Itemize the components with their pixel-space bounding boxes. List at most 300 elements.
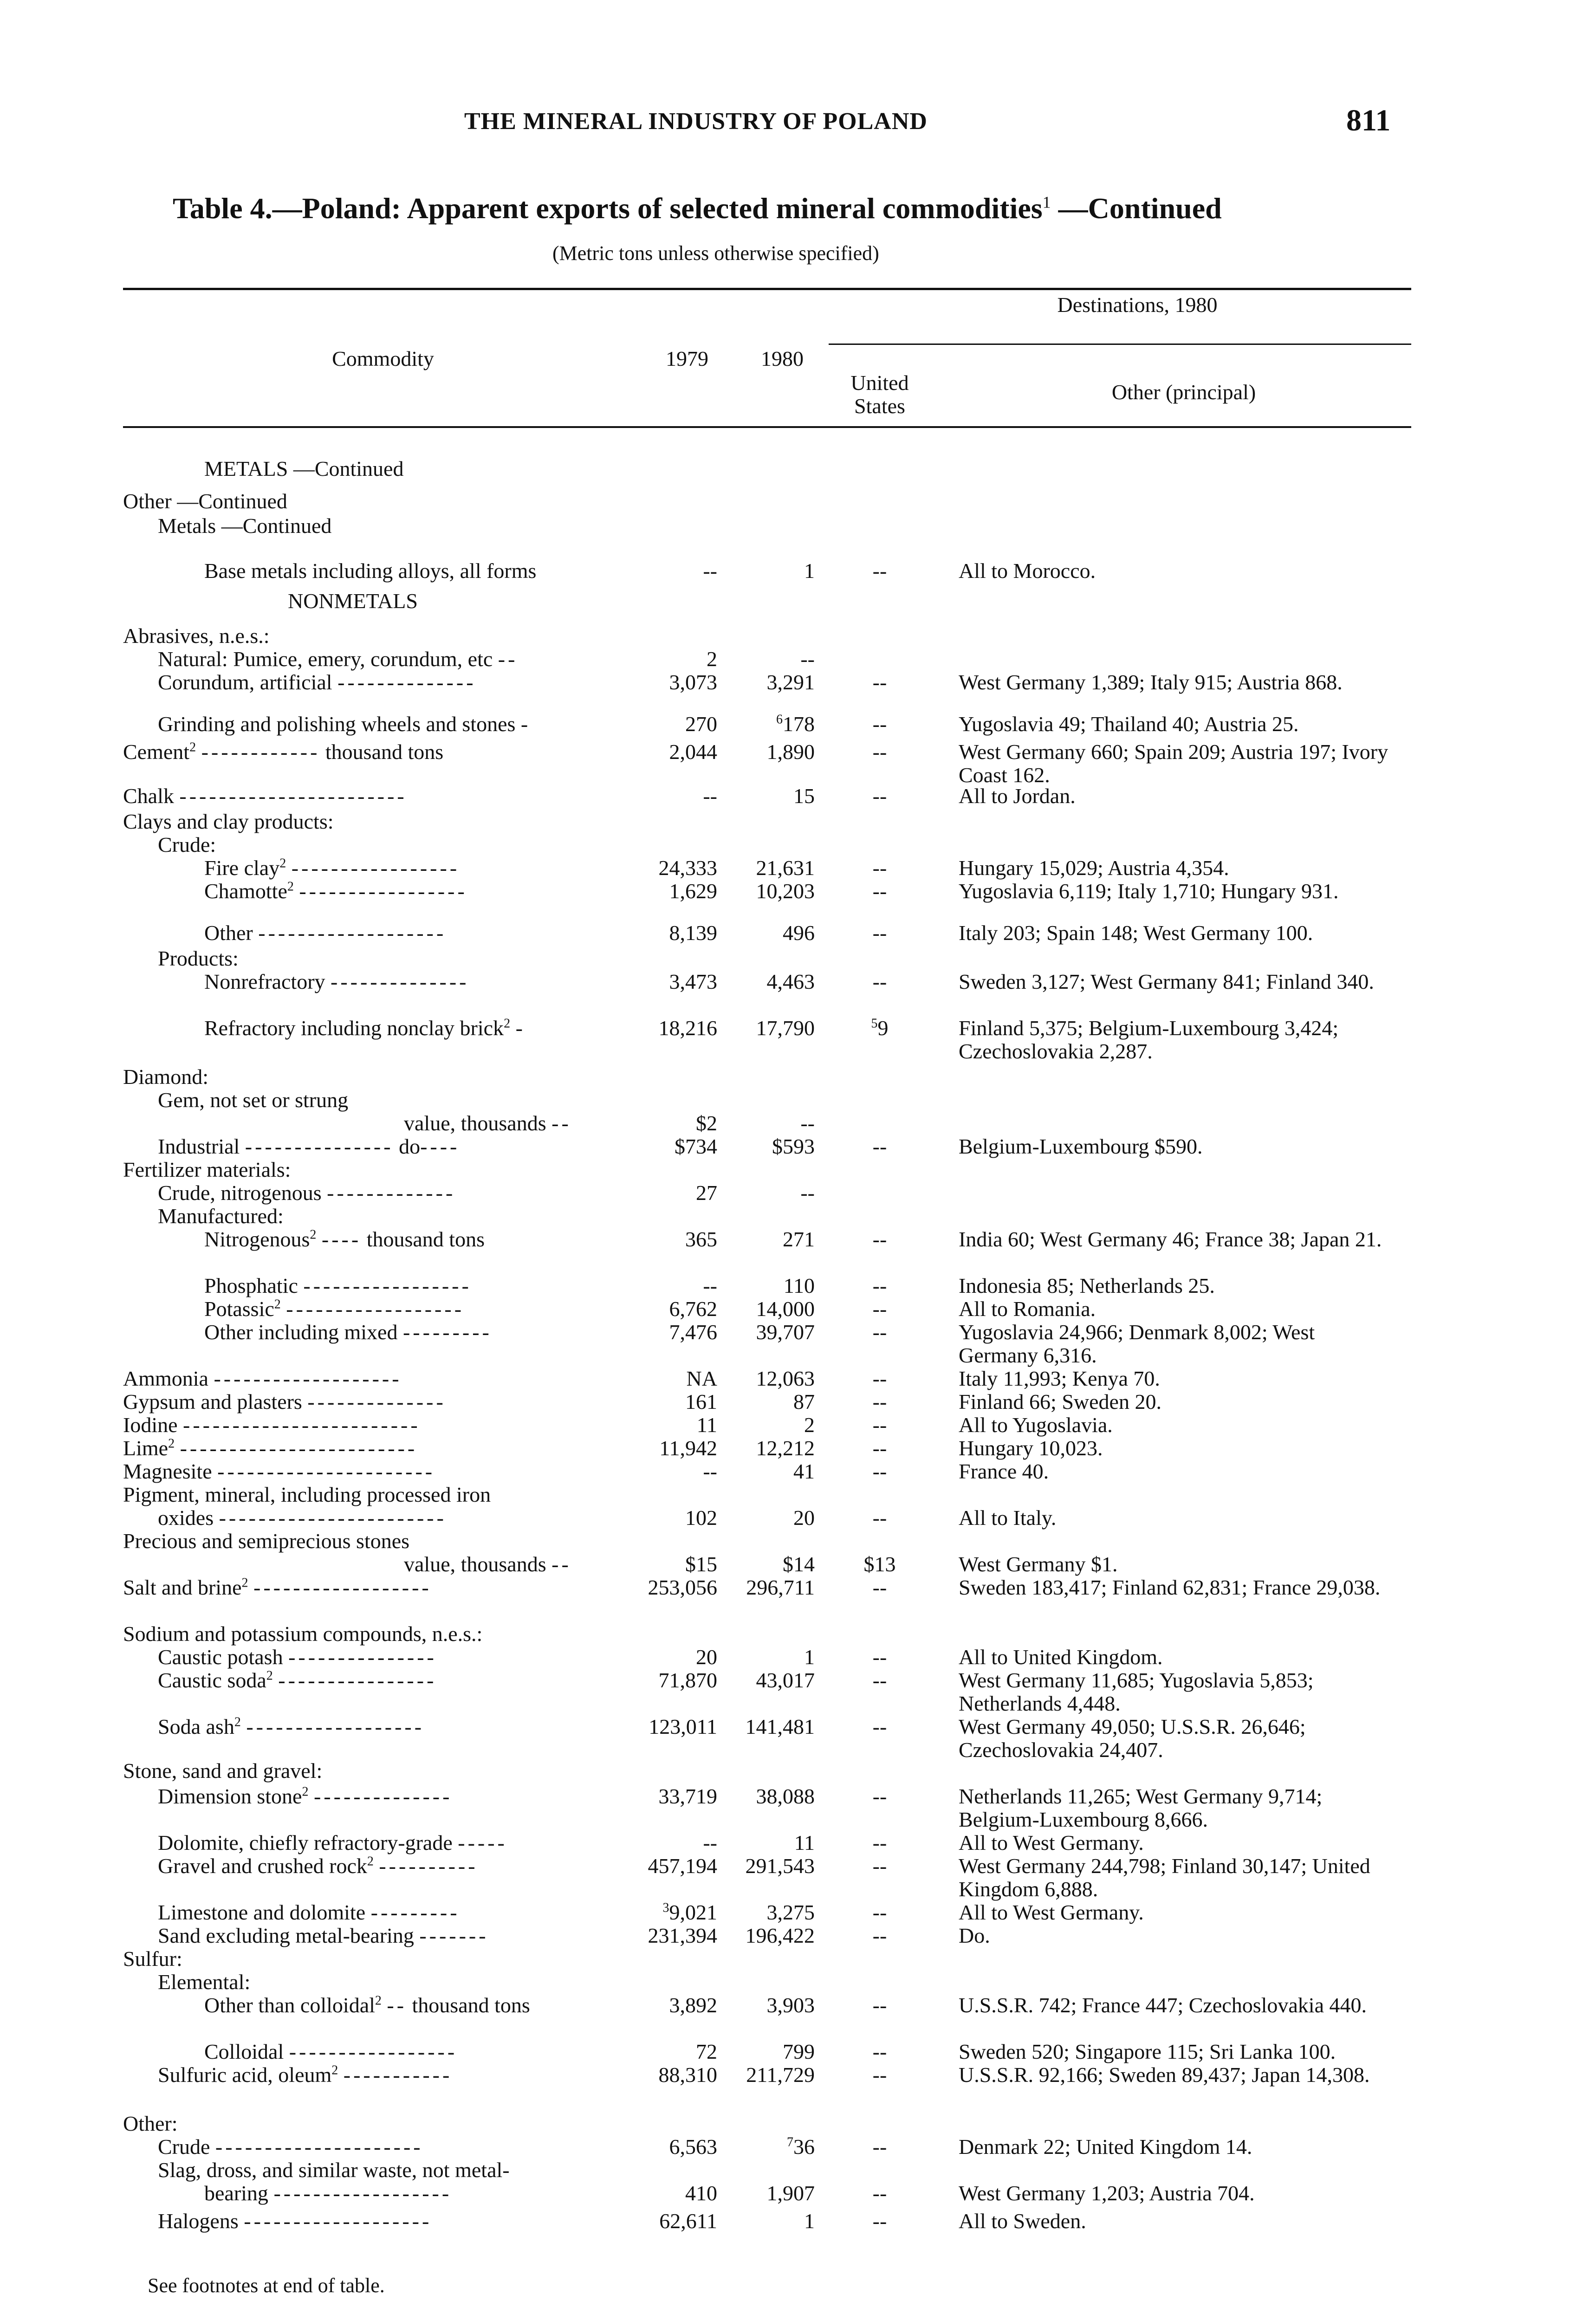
commodity-label <box>404 1112 571 1135</box>
commodity-name: Clays and clay products: <box>123 810 334 833</box>
value-united-states-text: -- <box>872 856 887 880</box>
value-1979-value: 71,870 <box>658 1668 717 1692</box>
commodity-label <box>123 1947 182 1971</box>
other-destinations: All to Italy. <box>959 1506 1057 1530</box>
commodity-name: value, thousands <box>404 1111 546 1135</box>
commodity-label <box>123 1576 432 1599</box>
other-destinations: Yugoslavia 6,119; Italy 1,710; Hungary 931. <box>959 879 1339 903</box>
dot-leader: ------------------- <box>244 2209 432 2233</box>
value-1980-value: 3,275 <box>766 1900 815 1924</box>
value-1979 <box>624 1181 717 1205</box>
dot-leader: ------------------- <box>214 1367 402 1390</box>
commodity-name: Chamotte <box>204 879 287 903</box>
commodity-name: Sulfuric acid, oleum <box>158 2063 332 2087</box>
value-1979-value: 102 <box>685 1506 717 1530</box>
commodity-label <box>204 1321 492 1344</box>
value-1980 <box>722 1228 815 1251</box>
commodity-label <box>204 921 446 945</box>
value-1979 <box>624 1460 717 1483</box>
value-united-states <box>833 1390 926 1413</box>
value-1980-value: -- <box>800 1111 815 1135</box>
footnote-marker: 2 <box>189 740 196 755</box>
value-1979 <box>624 970 717 993</box>
other-destinations: West Germany 660; Spain 209; Austria 197; Ivory Coast 162. <box>959 740 1388 787</box>
table-title-text: Table 4.—Poland: Apparent exports of selected mineral commodities <box>173 192 1043 225</box>
footnote-marker: 2 <box>331 2063 338 2078</box>
commodity-label <box>158 1715 424 1738</box>
value-united-states <box>833 2063 926 2087</box>
commodity-label <box>123 1367 402 1390</box>
commodity-label <box>158 833 216 856</box>
value-1979 <box>624 1274 717 1297</box>
value-united-states <box>833 1715 926 1738</box>
commodity-name: METALS —Continued <box>204 457 404 480</box>
value-1980 <box>722 740 815 764</box>
commodity-name: Potassic <box>204 1297 274 1321</box>
value-1979-value: NA <box>686 1367 717 1390</box>
value-united-states <box>833 1367 926 1390</box>
commodity-name: Sulfur: <box>123 1947 182 1971</box>
other-destinations: Yugoslavia 49; Thailand 40; Austria 25. <box>959 712 1299 736</box>
column-header-1979: 1979 <box>666 347 708 370</box>
commodity-name: Grinding and polishing wheels and stones <box>158 712 516 736</box>
value-1980 <box>722 1669 815 1692</box>
footnote-marker: 3 <box>662 1900 669 1915</box>
value-united-states-text: -- <box>872 1135 887 1158</box>
commodity-name: Other <box>204 921 253 945</box>
commodity-name: Caustic potash <box>158 1645 283 1669</box>
other-destinations: All to Morocco. <box>959 559 1096 583</box>
value-1979-value: -- <box>703 1831 717 1854</box>
dot-leader: -- <box>387 1993 407 2017</box>
value-1980 <box>722 1553 815 1576</box>
commodity-name: Other —Continued <box>123 489 287 513</box>
value-united-states <box>833 856 926 880</box>
value-united-states <box>833 1460 926 1483</box>
value-1979-value: $2 <box>696 1111 717 1135</box>
value-1980-value: $14 <box>783 1552 815 1576</box>
other-destinations: Italy 203; Spain 148; West Germany 100. <box>959 921 1313 945</box>
column-header-commodity: Commodity <box>332 347 434 370</box>
commodity-label <box>158 1924 489 1947</box>
footnote-marker: 2 <box>274 1297 281 1312</box>
value-1979-value: 18,216 <box>658 1016 717 1040</box>
value-united-states <box>833 1413 926 1437</box>
footnote-marker: 7 <box>787 2135 793 2150</box>
dot-leader: ------------------ <box>273 2181 452 2205</box>
value-1979-value: 123,011 <box>649 1715 717 1738</box>
value-1979-value: -- <box>703 784 717 808</box>
commodity-name: Nitrogenous <box>204 1227 310 1251</box>
value-1979 <box>624 1715 717 1738</box>
value-1979-value: 6,762 <box>669 1297 717 1321</box>
footnote-marker: 2 <box>287 879 294 894</box>
value-1980 <box>722 2182 815 2205</box>
value-1980-value: 15 <box>793 784 815 808</box>
value-united-states-text: -- <box>872 784 887 808</box>
value-1980-value: 799 <box>783 2040 815 2063</box>
value-1979-value: -- <box>703 1459 717 1483</box>
value-united-states-text: -- <box>872 1854 887 1878</box>
value-1979 <box>624 740 717 764</box>
value-1979 <box>624 1321 717 1344</box>
value-united-states <box>833 970 926 993</box>
value-1980 <box>722 970 815 993</box>
commodity-name: Ammonia <box>123 1367 208 1390</box>
value-united-states <box>833 784 926 808</box>
value-1979 <box>624 2063 717 2087</box>
other-destinations: Netherlands 11,265; West Germany 9,714; Belgium-Luxembourg 8,666. <box>959 1784 1323 1831</box>
dot-leader: -------------- <box>307 1390 446 1413</box>
value-united-states <box>833 2182 926 2205</box>
value-1980-value: 36 <box>793 2135 815 2159</box>
commodity-name: Gypsum and plasters <box>123 1390 302 1413</box>
value-united-states <box>833 1901 926 1924</box>
value-1979 <box>624 856 717 880</box>
commodity-name: Sand excluding metal-bearing <box>158 1924 414 1947</box>
value-united-states <box>833 1646 926 1669</box>
commodity-name: value, thousands <box>404 1552 546 1576</box>
other-destinations: West Germany 1,389; Italy 915; Austria 868. <box>959 670 1343 694</box>
value-1979 <box>624 713 717 736</box>
value-1980 <box>722 856 815 880</box>
value-united-states <box>833 1135 926 1158</box>
commodity-name: Limestone and dolomite <box>158 1900 366 1924</box>
value-united-states-text: -- <box>872 921 887 945</box>
value-united-states-text: -- <box>872 712 887 736</box>
dot-leader: ----------------------- <box>219 1506 447 1530</box>
commodity-name: Fire clay <box>204 856 280 880</box>
value-united-states <box>833 1321 926 1344</box>
value-united-states-text: -- <box>872 1924 887 1947</box>
running-title: THE MINERAL INDUSTRY OF POLAND <box>464 108 928 135</box>
value-1979 <box>624 1390 717 1413</box>
table-title-suffix: —Continued <box>1058 192 1222 225</box>
commodity-label <box>158 648 518 671</box>
dot-leader: ---------- <box>379 1854 478 1878</box>
table-title-footnote: 1 <box>1042 193 1051 212</box>
value-1980 <box>722 1390 815 1413</box>
other-destinations: Yugoslavia 24,966; Denmark 8,002; West Germany 6,316. <box>959 1320 1315 1367</box>
value-united-states-text: -- <box>872 2209 887 2233</box>
commodity-name: Other including mixed <box>204 1320 398 1344</box>
commodity-name: Lime <box>123 1436 169 1460</box>
value-1980-value: 20 <box>793 1506 815 1530</box>
value-1980-value: 17,790 <box>756 1016 815 1040</box>
footnote-marker: 2 <box>504 1016 511 1031</box>
value-1979 <box>624 1785 717 1808</box>
commodity-label <box>204 1228 485 1251</box>
commodity-name: oxides <box>158 1506 214 1530</box>
commodity-label <box>204 2040 457 2063</box>
value-united-states-text: -- <box>872 1227 887 1251</box>
value-1979 <box>624 2135 717 2159</box>
value-united-states <box>833 1994 926 2017</box>
other-destinations: Belgium-Luxembourg $590. <box>959 1135 1203 1158</box>
commodity-label <box>123 740 443 764</box>
value-united-states <box>833 1854 926 1878</box>
column-header-destinations: Destinations, 1980 <box>1057 293 1218 317</box>
value-1979 <box>624 2182 717 2205</box>
commodity-label <box>158 2210 432 2233</box>
commodity-label <box>158 2135 423 2159</box>
dot-leader: -------------- <box>331 970 469 993</box>
value-1980-value: 12,063 <box>756 1367 815 1390</box>
value-1980-value: 21,631 <box>756 856 815 880</box>
value-1980-value: 196,422 <box>745 1924 815 1947</box>
value-united-states-text: -- <box>872 1274 887 1297</box>
value-1979 <box>624 1994 717 2017</box>
value-1979-value: $734 <box>675 1135 717 1158</box>
value-united-states-text: -- <box>872 1575 887 1599</box>
value-united-states-text: -- <box>872 2063 887 2087</box>
commodity-label <box>123 490 287 513</box>
value-united-states-text: -- <box>872 1297 887 1321</box>
other-destinations: All to Yugoslavia. <box>959 1413 1113 1437</box>
value-1979-value: $15 <box>685 1552 717 1576</box>
value-1979 <box>624 1506 717 1530</box>
value-1980-value: 141,481 <box>745 1715 815 1738</box>
commodity-label <box>123 1622 482 1646</box>
commodity-name: Other: <box>123 2112 178 2135</box>
value-1980 <box>722 2210 815 2233</box>
dot-leader: --------- <box>370 1900 460 1924</box>
value-1979-value: 3,073 <box>669 670 717 694</box>
dot-leader: ------------------------ <box>183 1413 421 1437</box>
value-1979 <box>624 1901 717 1924</box>
commodity-label <box>158 1669 436 1692</box>
other-destinations: U.S.S.R. 742; France 447; Czechoslovakia 440. <box>959 1993 1367 2017</box>
commodity-name: bearing <box>204 2181 268 2205</box>
value-1980 <box>722 1135 815 1158</box>
value-united-states <box>833 1785 926 1808</box>
value-united-states-text: -- <box>872 2040 887 2063</box>
value-united-states-text: -- <box>872 1668 887 1692</box>
commodity-label <box>158 947 239 970</box>
value-1979-value: 253,056 <box>648 1575 717 1599</box>
value-1980 <box>722 1112 815 1135</box>
other-destinations: West Germany 11,685; Yugoslavia 5,853; Netherlands 4,448. <box>959 1668 1314 1715</box>
unit-label: do <box>399 1135 421 1158</box>
dot-leader: ----------- <box>343 2063 453 2087</box>
value-united-states-text: -- <box>872 1993 887 2017</box>
commodity-name: Stone, sand and gravel: <box>123 1759 323 1783</box>
dot-leader: ----------------- <box>289 2040 458 2063</box>
other-destinations: Finland 66; Sweden 20. <box>959 1390 1161 1413</box>
dot-leader: ---- <box>420 1135 460 1158</box>
value-1979 <box>624 1576 717 1599</box>
commodity-name: Corundum, artificial <box>158 670 332 694</box>
value-united-states <box>833 1228 926 1251</box>
section-heading <box>288 590 418 613</box>
value-1980-value: 14,000 <box>756 1297 815 1321</box>
dot-leader: ------------ <box>201 740 320 764</box>
value-1980 <box>722 2040 815 2063</box>
value-united-states-text: $13 <box>863 1552 896 1576</box>
dot-leader: ----------------- <box>299 879 467 903</box>
commodity-name: Halogens <box>158 2209 239 2233</box>
value-united-states-text: -- <box>872 2135 887 2159</box>
commodity-name: Chalk <box>123 784 174 808</box>
value-1980 <box>722 2063 815 2087</box>
value-united-states <box>833 1506 926 1530</box>
value-1980-value: 87 <box>793 1390 815 1413</box>
value-united-states-text: -- <box>872 1367 887 1390</box>
value-1979-value: 72 <box>696 2040 717 2063</box>
other-destinations: West Germany $1. <box>959 1552 1118 1576</box>
value-1979 <box>624 1367 717 1390</box>
value-1979-value: 6,563 <box>669 2135 717 2159</box>
dot-leader: ----------------- <box>291 856 460 880</box>
commodity-label <box>158 1135 460 1158</box>
value-united-states <box>833 921 926 945</box>
commodity-label <box>123 1065 208 1089</box>
value-1980-value: 178 <box>783 712 815 736</box>
value-1979 <box>624 1646 717 1669</box>
value-united-states-text: -- <box>872 2181 887 2205</box>
value-1980 <box>722 713 815 736</box>
value-united-states-text: -- <box>872 1413 887 1437</box>
value-1980-value: 38,088 <box>756 1784 815 1808</box>
commodity-name: Gem, not set or strung <box>158 1088 349 1112</box>
section-heading <box>204 457 403 480</box>
value-1979 <box>624 1135 717 1158</box>
commodity-name: Colloidal <box>204 2040 284 2063</box>
dot-leader: -- <box>551 1111 571 1135</box>
value-united-states-text: 9 <box>877 1016 889 1040</box>
dot-leader: ---- <box>321 1227 362 1251</box>
commodity-name: Iodine <box>123 1413 178 1437</box>
footnote-marker: 5 <box>871 1016 878 1031</box>
value-united-states-text: -- <box>872 1506 887 1530</box>
commodity-name: Precious and semiprecious stones <box>123 1529 410 1553</box>
value-1980-value: 1 <box>804 559 815 583</box>
value-1980-value: 11 <box>794 1831 815 1854</box>
commodity-name: Soda ash <box>158 1715 234 1738</box>
value-1979 <box>624 2210 717 2233</box>
commodity-label <box>123 1530 409 1553</box>
commodity-name: Base metals including alloys, all forms <box>204 559 537 583</box>
value-1979 <box>624 1437 717 1460</box>
dot-leader: ------------------ <box>253 1575 432 1599</box>
commodity-label <box>204 559 536 583</box>
other-destinations: Italy 11,993; Kenya 70. <box>959 1367 1160 1390</box>
commodity-label <box>204 880 467 903</box>
column-header-1980: 1980 <box>761 347 804 370</box>
commodity-label <box>158 1181 455 1205</box>
unit-label: thousand tons <box>412 1993 530 2017</box>
value-united-states-text: -- <box>872 1320 887 1344</box>
value-1980 <box>722 1017 815 1040</box>
commodity-label <box>158 1831 507 1854</box>
value-united-states-text: -- <box>872 1390 887 1413</box>
value-1980-value: 12,212 <box>756 1436 815 1460</box>
unit-label: thousand tons <box>366 1227 485 1251</box>
footnote-marker: 2 <box>168 1436 175 1451</box>
commodity-name: Salt and brine <box>123 1575 242 1599</box>
dot-leader: ---------------- <box>278 1668 437 1692</box>
value-1980-value: 4,463 <box>766 970 815 993</box>
commodity-name: Magnesite <box>123 1459 212 1483</box>
value-1979-value: 3,892 <box>669 1993 717 2017</box>
commodity-name: Products: <box>158 947 239 970</box>
value-1980 <box>722 648 815 671</box>
commodity-label <box>204 1274 472 1297</box>
footnote-marker: 2 <box>241 1575 248 1590</box>
commodity-name: Dolomite, chiefly refractory-grade <box>158 1831 453 1854</box>
commodity-label <box>123 2112 178 2135</box>
commodity-label <box>158 2159 510 2182</box>
value-1979-value: 7,476 <box>669 1320 717 1344</box>
value-1979-value: 24,333 <box>658 856 717 880</box>
commodity-label <box>123 810 334 833</box>
commodity-label <box>158 1971 250 1994</box>
commodity-name: Diamond: <box>123 1065 208 1089</box>
other-destinations: Do. <box>959 1924 990 1947</box>
commodity-label <box>158 1901 460 1924</box>
other-destinations: Hungary 15,029; Austria 4,354. <box>959 856 1229 880</box>
value-1979 <box>624 1297 717 1321</box>
dot-leader: -- <box>551 1552 571 1576</box>
value-1980 <box>722 1506 815 1530</box>
commodity-label <box>204 1017 526 1040</box>
dot-leader: ------------------------ <box>180 1436 418 1460</box>
value-united-states <box>833 1274 926 1297</box>
value-1979-value: 20 <box>696 1645 717 1669</box>
commodity-name: Cement <box>123 740 190 764</box>
value-1980-value: 296,711 <box>746 1575 815 1599</box>
value-1979-value: 161 <box>685 1390 717 1413</box>
commodity-name: Phosphatic <box>204 1274 298 1297</box>
commodity-name: Gravel and crushed rock <box>158 1854 367 1878</box>
footnote-marker: 2 <box>279 856 286 871</box>
other-destinations: Sweden 183,417; Finland 62,831; France 29,038. <box>959 1575 1381 1599</box>
value-1979 <box>624 671 717 694</box>
other-destinations: U.S.S.R. 92,166; Sweden 89,437; Japan 14,308. <box>959 2063 1370 2087</box>
value-1980-value: -- <box>800 1181 815 1205</box>
other-destinations: France 40. <box>959 1459 1049 1483</box>
dot-leader: -------------- <box>313 1784 453 1808</box>
commodity-name: Nonrefractory <box>204 970 325 993</box>
value-1979 <box>624 1413 717 1437</box>
other-destinations: All to Jordan. <box>959 784 1076 808</box>
other-destinations: All to West Germany. <box>959 1831 1144 1854</box>
commodity-label <box>204 970 469 993</box>
footnote-marker: 2 <box>367 1854 374 1869</box>
value-1979 <box>624 648 717 671</box>
commodity-name: Crude: <box>158 833 216 856</box>
value-united-states <box>833 1576 926 1599</box>
commodity-name: Slag, dross, and similar waste, not metal- <box>158 2158 510 2182</box>
commodity-label <box>204 2182 452 2205</box>
commodity-name: Crude, nitrogenous <box>158 1181 322 1205</box>
value-1980 <box>722 880 815 903</box>
value-united-states-text: -- <box>872 879 887 903</box>
value-1980-value: 211,729 <box>746 2063 815 2087</box>
value-united-states-text: -- <box>872 1645 887 1669</box>
value-1979 <box>624 921 717 945</box>
value-1979-value: 3,473 <box>669 970 717 993</box>
value-1980 <box>722 1901 815 1924</box>
value-1980-value: 2 <box>804 1413 815 1437</box>
commodity-label <box>123 624 270 648</box>
dot-leader: ----------------------- <box>179 784 407 808</box>
commodity-name: Caustic soda <box>158 1668 266 1692</box>
value-1980-value: 41 <box>793 1459 815 1483</box>
footnote-marker: 2 <box>266 1668 273 1683</box>
value-1980-value: 3,903 <box>766 1993 815 2017</box>
value-1980 <box>722 1854 815 1878</box>
